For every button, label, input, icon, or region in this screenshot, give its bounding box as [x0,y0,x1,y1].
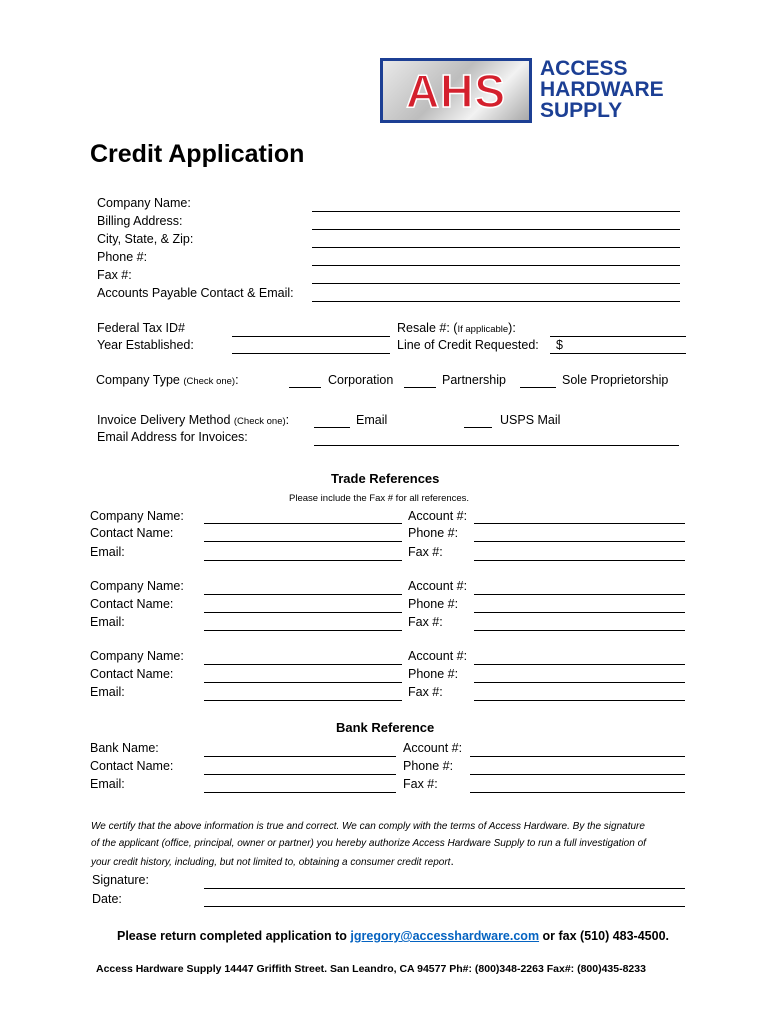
trade-references-note: Please include the Fax # for all references. [289,493,470,504]
fax-field[interactable] [312,283,680,284]
ref1-account-field[interactable] [474,523,685,524]
ref1-phone-label: Phone #: [408,526,459,540]
bank-email-field[interactable] [204,792,396,793]
ref1-account-label: Account #: [408,509,468,523]
bank-phone-label: Phone #: [403,759,454,773]
line-of-credit-label: Line of Credit Requested: [397,338,539,352]
bank-phone-field[interactable] [470,774,685,775]
invoice-email-field[interactable] [314,445,679,446]
ref3-email-label: Email: [90,685,125,699]
year-established-label: Year Established: [97,338,194,352]
usps-option: USPS Mail [500,413,561,427]
ref2-phone-label: Phone #: [408,597,459,611]
signature-label: Signature: [92,873,149,887]
ref3-phone-label: Phone #: [408,667,459,681]
trade-references-heading: Trade References [331,471,440,486]
corporation-option: Corporation [328,373,394,387]
partnership-option: Partnership [442,373,506,387]
date-field[interactable] [204,906,685,907]
certification-line-2: of the applicant (office, principal, owner or partner) you hereby authorize Access Hardware Supply to run a full investigation of [91,838,646,849]
ref3-fax-field[interactable] [474,700,685,701]
footer-address: Access Hardware Supply 14447 Griffith Street. San Leandro, CA 94577 Ph#: (800)348-2263 Fax#: (800)435-8233 [96,963,646,975]
billing-address-field[interactable] [312,229,680,230]
federal-tax-field[interactable] [232,336,390,337]
email-checkbox[interactable] [314,427,350,428]
company-type-label: Company Type (Check one): [96,373,239,387]
bank-name-label: Bank Name: [90,741,159,755]
ref1-email-field[interactable] [204,560,402,561]
certification-line-1: We certify that the above information is true and correct. We can comply with the terms of Access Hardware. By the signature [91,821,645,832]
ref3-fax-label: Fax #: [408,685,443,699]
invoice-email-label: Email Address for Invoices: [97,430,248,444]
dollar-sign: $ [556,338,563,352]
federal-tax-label: Federal Tax ID# [97,321,186,335]
ref2-company-field[interactable] [204,594,402,595]
ref3-contact-label: Contact Name: [90,667,174,681]
resale-field[interactable] [550,336,686,337]
bank-contact-label: Contact Name: [90,759,174,773]
corporation-checkbox[interactable] [289,387,321,388]
page-title: Credit Application [90,140,305,168]
ref1-phone-field[interactable] [474,541,685,542]
phone-label: Phone #: [97,250,148,264]
ref2-company-label: Company Name: [90,579,184,593]
ref2-account-label: Account #: [408,579,468,593]
year-established-field[interactable] [232,353,390,354]
ref3-company-label: Company Name: [90,649,184,663]
return-note: Please return completed application to jgregory@accesshardware.com or fax (510) 483-4500. [117,929,670,943]
sole-proprietorship-checkbox[interactable] [520,387,556,388]
bank-reference-heading: Bank Reference [336,720,435,735]
company-name-field[interactable] [312,211,680,212]
company-name-label: Company Name: [97,196,191,210]
partnership-checkbox[interactable] [404,387,436,388]
logo-mark: AHS [405,65,507,117]
ap-contact-label: Accounts Payable Contact & Email: [97,286,294,300]
bank-account-field[interactable] [470,756,685,757]
email-option: Email [356,413,388,427]
line-of-credit-field[interactable] [550,353,686,354]
ref3-company-field[interactable] [204,664,402,665]
ref3-account-field[interactable] [474,664,685,665]
bank-fax-field[interactable] [470,792,685,793]
ref2-fax-label: Fax #: [408,615,443,629]
bank-email-label: Email: [90,777,125,791]
ref2-email-field[interactable] [204,630,402,631]
phone-field[interactable] [312,265,680,266]
ref2-phone-field[interactable] [474,612,685,613]
logo-word-1: ACCESS [540,57,628,80]
ref2-fax-field[interactable] [474,630,685,631]
ref1-email-label: Email: [90,545,125,559]
ref1-contact-label: Contact Name: [90,526,174,540]
ref1-fax-label: Fax #: [408,545,443,559]
city-state-zip-field[interactable] [312,247,680,248]
usps-checkbox[interactable] [464,427,492,428]
ref3-phone-field[interactable] [474,682,685,683]
ref3-account-label: Account #: [408,649,468,663]
ref2-contact-field[interactable] [204,612,402,613]
ref1-company-label: Company Name: [90,509,184,523]
ref2-email-label: Email: [90,615,125,629]
ref2-account-field[interactable] [474,594,685,595]
ref1-contact-field[interactable] [204,541,402,542]
bank-name-field[interactable] [204,756,396,757]
sole-proprietorship-option: Sole Proprietorship [562,373,669,387]
city-state-zip-label: City, State, & Zip: [97,232,194,246]
logo-wordmark [540,58,680,121]
billing-address-label: Billing Address: [97,214,183,228]
invoice-method-label: Invoice Delivery Method (Check one): [97,413,290,427]
resale-label: Resale #: (If applicable): [397,321,516,335]
certification-line-3: your credit history, including, but not limited to, obtaining a consumer credit report. [91,854,454,868]
logo-word-3: SUPPLY [540,99,623,122]
bank-account-label: Account #: [403,741,463,755]
ref1-fax-field[interactable] [474,560,685,561]
bank-contact-field[interactable] [204,774,396,775]
ref3-email-field[interactable] [204,700,402,701]
ap-contact-field[interactable] [312,301,680,302]
company-logo [380,58,532,123]
ref2-contact-label: Contact Name: [90,597,174,611]
ref1-company-field[interactable] [204,523,402,524]
bank-fax-label: Fax #: [403,777,438,791]
date-label: Date: [92,892,122,906]
ref3-contact-field[interactable] [204,682,402,683]
return-email-link[interactable]: jgregory@accesshardware.com [350,929,540,943]
signature-field[interactable] [204,888,685,889]
logo-word-2: HARDWARE [540,78,664,101]
fax-label: Fax #: [97,268,132,282]
